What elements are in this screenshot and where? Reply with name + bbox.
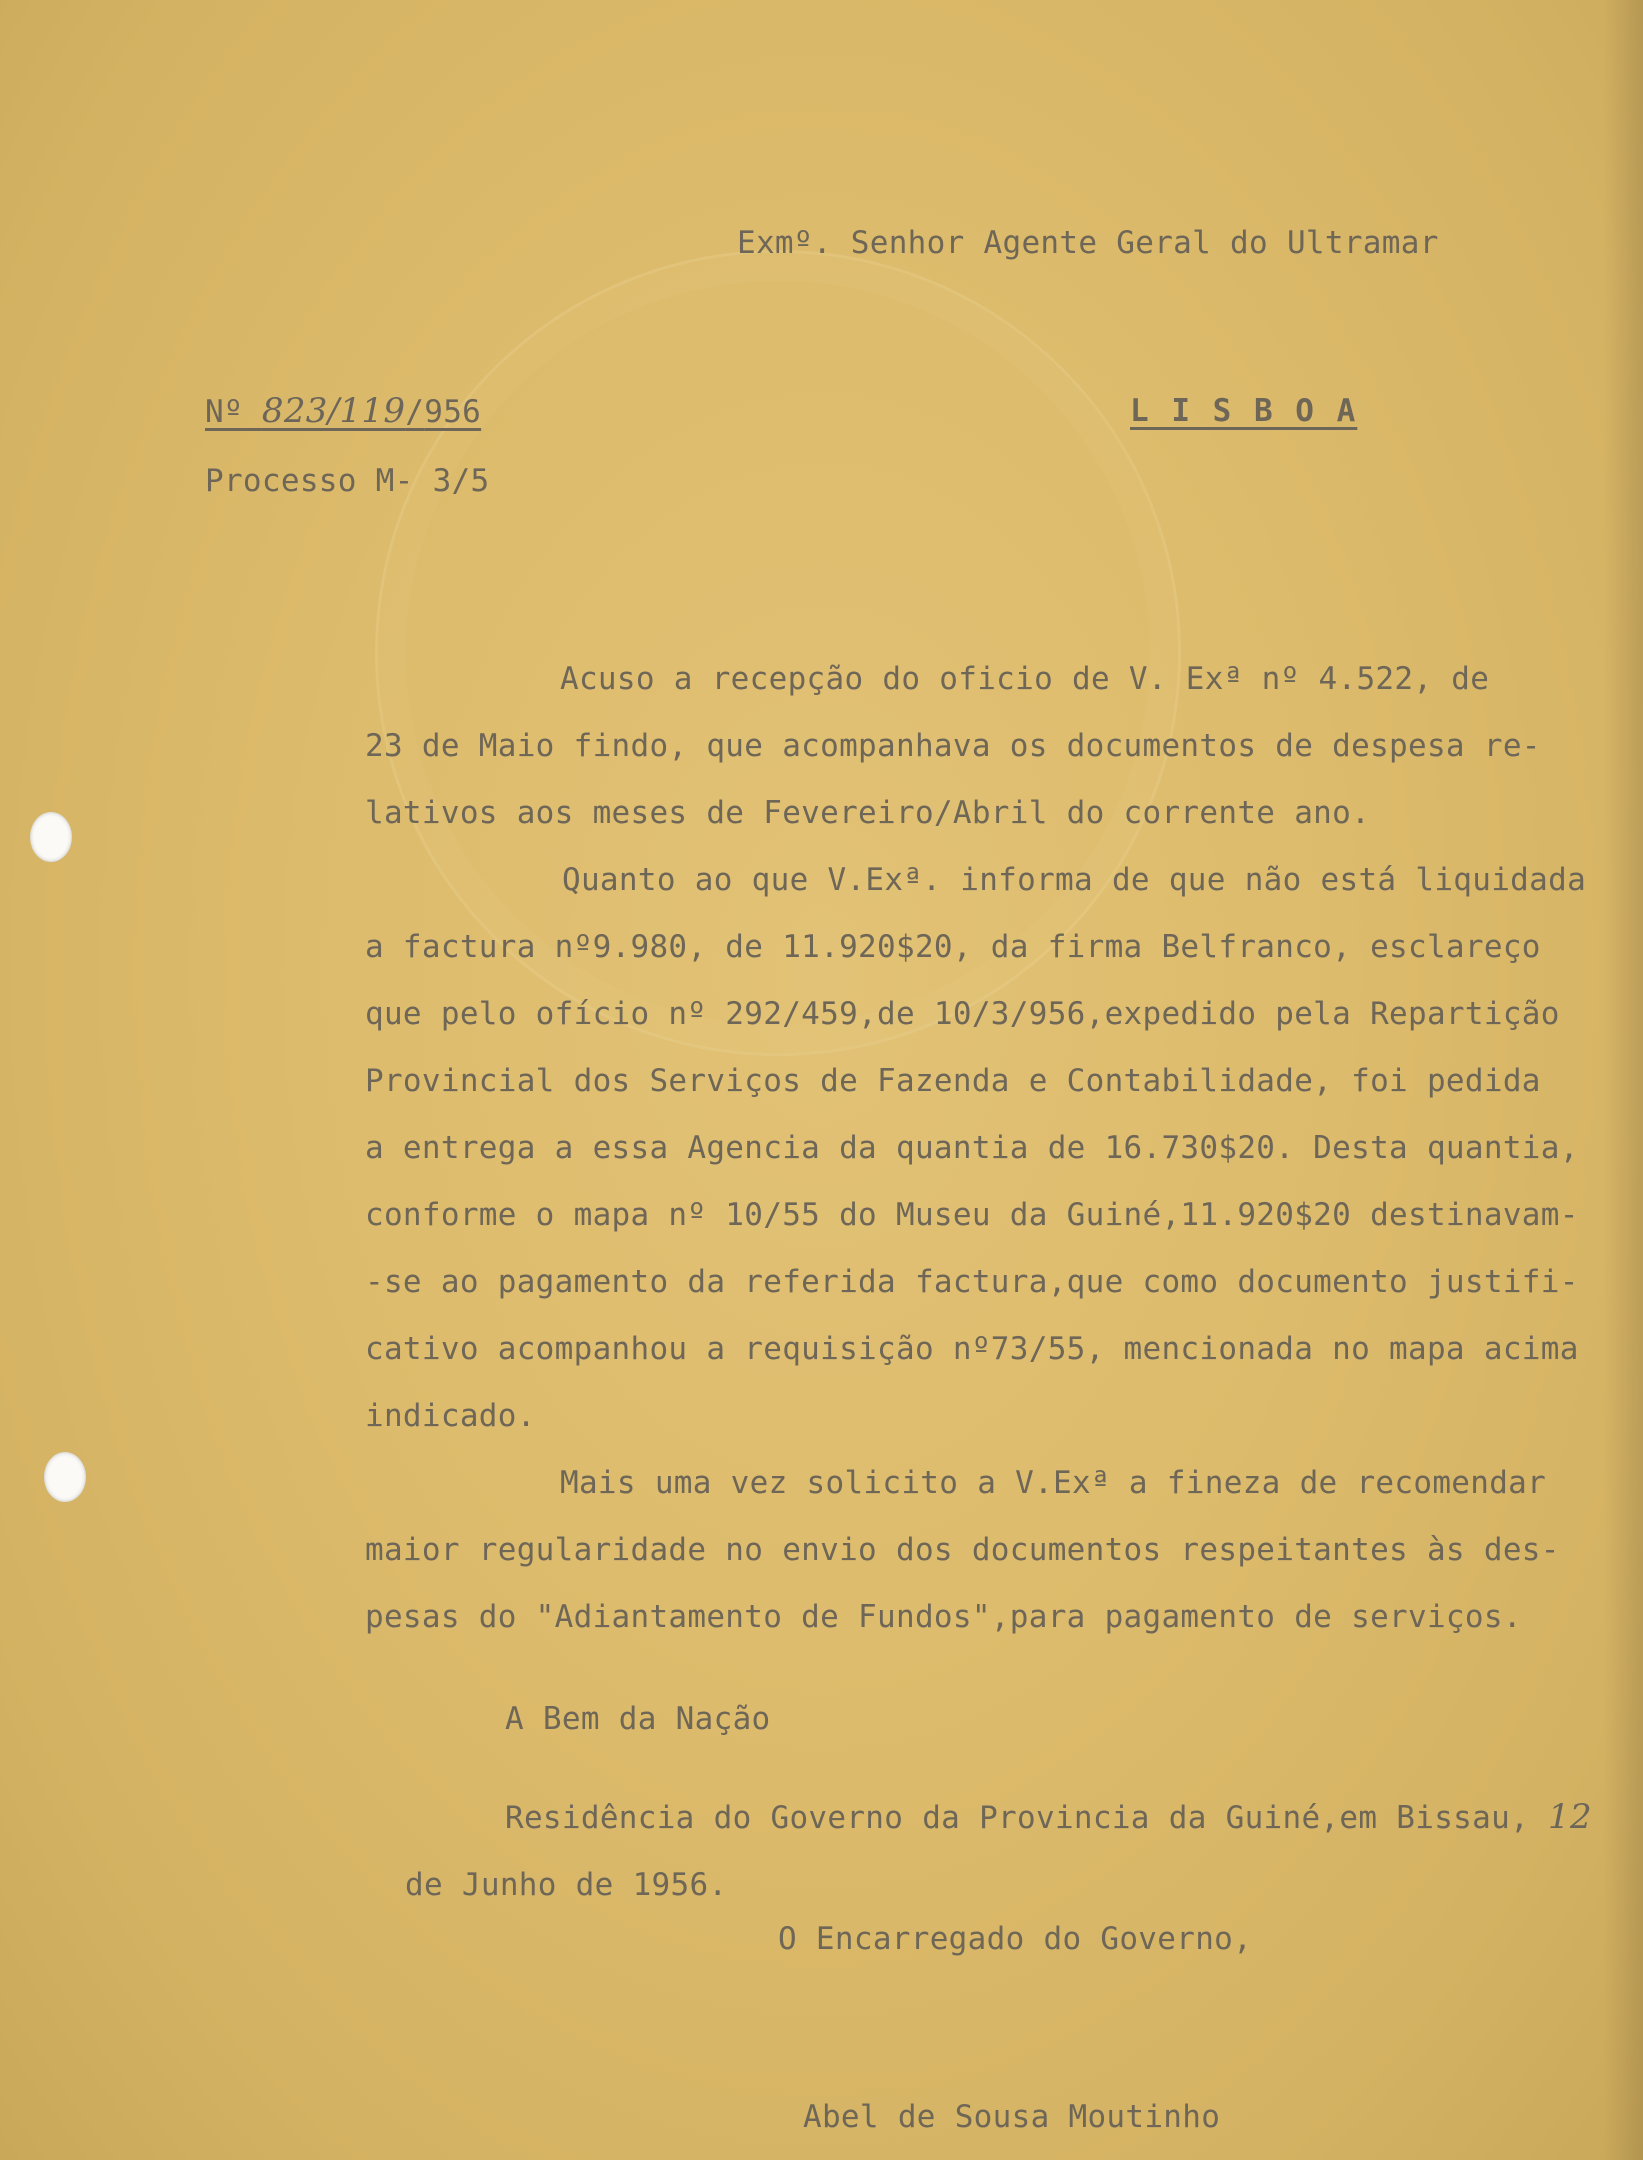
page-edge-shadow <box>1603 0 1643 2160</box>
signatory-name: Abel de Sousa Moutinho <box>803 2099 1221 2135</box>
date-line: de Junho de 1956. <box>405 1867 728 1903</box>
punch-hole-bottom <box>44 1452 86 1502</box>
closing-salutation: A Bem da Nação <box>505 1701 771 1737</box>
body-line: Mais uma vez solicito a V.Exª a fineza de recomendar <box>560 1465 1547 1501</box>
place-text: Residência do Governo da Provincia da Guiné,em Bissau, <box>505 1800 1530 1836</box>
body-line: lativos aos meses de Fevereiro/Abril do corrente ano. <box>365 795 1371 831</box>
body-line: -se ao pagamento da referida factura,que como documento justifi- <box>365 1264 1579 1300</box>
body-line: indicado. <box>365 1398 536 1434</box>
reference-handwritten: 823/119 <box>261 391 406 431</box>
body-line: a entrega a essa Agencia da quantia de 16.730$20. Desta quantia, <box>365 1130 1579 1166</box>
body-line: pesas do "Adiantamento de Fundos",para pagamento de serviços. <box>365 1599 1522 1635</box>
signatory-title: O Encarregado do Governo, <box>778 1921 1253 1957</box>
body-line: Acuso a recepção do oficio de V. Exª nº 4.522, de <box>560 661 1490 697</box>
body-line: conforme o mapa nº 10/55 do Museu da Guiné,11.920$20 destinavam- <box>365 1197 1579 1233</box>
body-line: que pelo ofício nº 292/459,de 10/3/956,expedido pela Repartição <box>365 996 1560 1032</box>
process-reference: Processo M- 3/5 <box>205 463 490 499</box>
city-heading: L I S B O A <box>1130 393 1358 429</box>
body-line: maior regularidade no envio dos documentos respeitantes às des- <box>365 1532 1560 1568</box>
body-line: cativo acompanhou a requisição nº73/55, mencionada no mapa acima <box>365 1331 1579 1367</box>
body-line: Quanto ao que V.Exª. informa de que não está liquidada <box>562 862 1587 898</box>
place-line <box>505 1798 1592 1837</box>
reference-number: Nº 823/119/956 <box>205 391 482 431</box>
day-handwritten: 12 <box>1548 1797 1592 1837</box>
recipient-line: Exmº. Senhor Agente Geral do Ultramar <box>737 225 1439 261</box>
punch-hole-top <box>30 812 72 862</box>
reference-year: 956 <box>424 394 482 430</box>
body-line: a factura nº9.980, de 11.920$20, da firma Belfranco, esclareço <box>365 929 1541 965</box>
body-line: Provincial dos Serviços de Fazenda e Contabilidade, foi pedida <box>365 1063 1541 1099</box>
body-line: 23 de Maio findo, que acompanhava os documentos de despesa re- <box>365 728 1541 764</box>
reference-prefix: Nº <box>205 394 243 430</box>
